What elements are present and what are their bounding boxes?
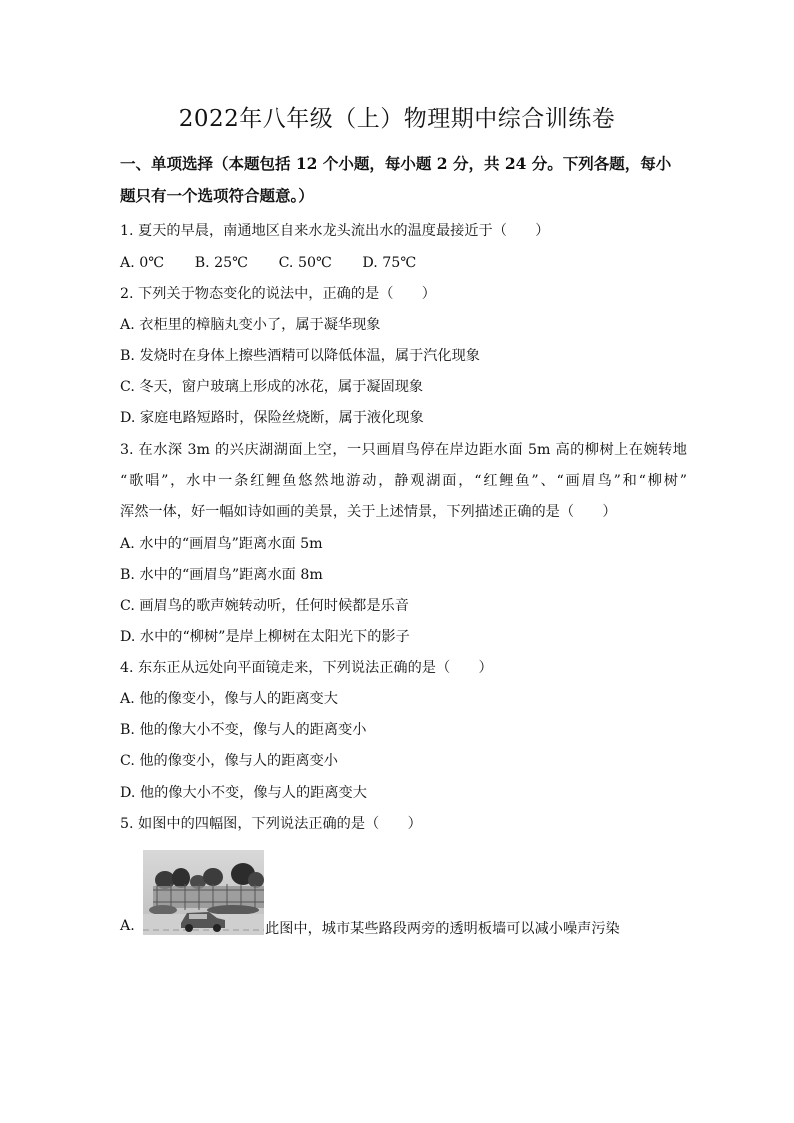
q4-option-b: B. 他的像大小不变，像与人的距离变小 — [120, 722, 367, 738]
section-heading-line-1: 一、单项选择（本题包括 12 个小题，每小题 2 分，共 24 分。下列各题，每小 — [120, 154, 672, 173]
q1-option-c: C. 50℃ — [278, 255, 332, 271]
q1-options — [120, 253, 442, 273]
section-heading — [120, 148, 690, 212]
q3-option-d: D. 水中的“柳树”是岸上柳树在太阳光下的影子 — [120, 629, 410, 645]
q3-option-a: A. 水中的“画眉鸟”距离水面 5m — [120, 536, 323, 552]
q3-stem-line-1: 3. 在水深 3m 的兴庆湖湖面上空，一只画眉鸟停在岸边距水面 5m 高的柳树上在婉转地 — [120, 442, 687, 458]
q1-stem: 1. 夏天的早晨，南通地区自来水龙头流出水的温度最接近于（ ） — [120, 223, 550, 239]
street-noise-barrier-photo — [143, 850, 264, 935]
q3-option-c: C. 画眉鸟的歌声婉转动听，任何时候都是乐音 — [120, 598, 409, 614]
q4-option-d: D. 他的像大小不变，像与人的距离变大 — [120, 785, 367, 801]
q3-option-b: B. 水中的“画眉鸟”距离水面 8m — [120, 567, 323, 583]
q3-stem-line-2: “歌唱”，水中一条红鲤鱼悠然地游动，静观湖面，“红鲤鱼”、“画眉鸟”和“柳树” — [120, 473, 687, 489]
q2-option-d: D. 家庭电路短路时，保险丝烧断，属于液化现象 — [120, 410, 424, 426]
q1-option-b: B. 25℃ — [194, 255, 249, 271]
q2-option-a: A. 衣柜里的樟脑丸变小了，属于凝华现象 — [120, 317, 381, 333]
page-title: 2022年八年级（上）物理期中综合训练卷 — [178, 106, 616, 132]
q4-option-a: A. 他的像变小，像与人的距离变大 — [120, 691, 338, 707]
q4-option-c: C. 他的像变小，像与人的距离变小 — [120, 753, 338, 769]
q5-stem: 5. 如图中的四幅图，下列说法正确的是（ ） — [120, 816, 422, 832]
section-heading-line-2: 题只有一个选项符合题意。） — [120, 186, 314, 205]
q4-stem: 4. 东东正从远处向平面镜走来，下列说法正确的是（ ） — [120, 660, 493, 676]
q5-option-a-label: A. — [120, 918, 135, 934]
q2-option-b: B. 发烧时在身体上擦些酒精可以降低体温，属于汽化现象 — [120, 348, 480, 364]
q2-option-c: C. 冬天，窗户玻璃上形成的冰花，属于凝固现象 — [120, 379, 424, 395]
q3-stem-line-3: 浑然一体，好一幅如诗如画的美景，关于上述情景，下列描述正确的是（ ） — [120, 504, 617, 520]
q5-option-a-text: 此图中，城市某些路段两旁的透明板墙可以减小噪声污染 — [265, 921, 620, 937]
q2-stem: 2. 下列关于物态变化的说法中，正确的是（ ） — [120, 286, 436, 302]
q1-option-d: D. 75℃ — [362, 255, 417, 271]
q1-option-a: A. 0℃ — [120, 255, 165, 271]
